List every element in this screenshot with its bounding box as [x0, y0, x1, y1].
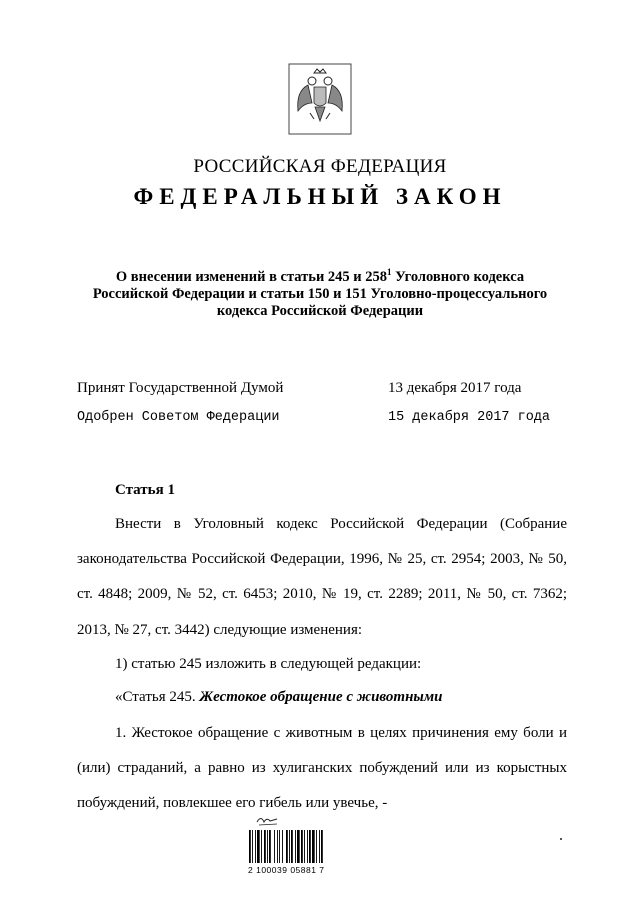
council-date: 15 декабря 2017 года	[388, 410, 551, 425]
barcode-bar	[261, 830, 262, 863]
article-1-intro: Внести в Уголовный кодекс Российской Федерации (Собрание законодательства Российской Федерации, 1996, № 25, ст. 2954; 2003, № 50, ст. 4848; 2009, № 52, ст. 6453; 2010, № 19, ст. 2289; 2011, № 50, ст. 7362; 2013, № 27, ст. 3442) следующие изменения:	[77, 516, 567, 638]
barcode-bar	[282, 830, 283, 863]
barcode-bar	[309, 830, 311, 863]
barcode-bar	[269, 830, 271, 863]
barcode-bar	[252, 830, 253, 863]
item-1: 1) статью 245 изложить в следующей редакции:	[115, 656, 422, 672]
barcode-icon	[248, 830, 348, 863]
country-name: РОССИЙСКАЯ ФЕДЕРАЦИЯ	[193, 156, 447, 177]
barcode-bar	[295, 830, 296, 863]
law-title-line-2: Российской Федерации и статьи 150 и 151 Уголовно-процессуального	[92, 285, 548, 302]
article-245-heading: «Статья 245. Жестокое обращение с животными	[115, 689, 443, 705]
barcode-bar	[267, 830, 268, 863]
law-title-line-1: О внесении изменений в статьи 245 и $258^1$ Уголовного кодекса	[115, 267, 525, 285]
barcode-bar	[274, 830, 275, 863]
barcode-bar	[312, 830, 315, 863]
council-label: Одобрен Советом Федерации	[77, 410, 280, 425]
barcode-bar	[277, 830, 278, 863]
document-type: ФЕДЕРАЛЬНЫЙ ЗАКОН	[133, 184, 507, 209]
duma-date: 13 декабря 2017 года	[388, 380, 522, 396]
law-title	[60, 264, 580, 320]
barcode-bar	[301, 830, 303, 863]
law-title-line-3: кодекса Российской Федерации	[216, 302, 424, 319]
article-1-heading: Статья 1	[115, 482, 175, 498]
barcode-bar	[257, 830, 260, 863]
barcode-bar	[319, 830, 320, 863]
barcode-bar	[291, 830, 293, 863]
barcode-bar	[307, 830, 308, 863]
barcode-bar	[289, 830, 290, 863]
barcode-bar	[286, 830, 288, 863]
barcode-bar	[297, 830, 300, 863]
barcode-bar	[264, 830, 266, 863]
signature-mark	[255, 813, 281, 827]
barcode-bar	[249, 830, 251, 863]
barcode-bar	[321, 830, 323, 863]
barcode-number: 2 100039 05881 7	[248, 865, 325, 875]
scan-speck	[560, 838, 562, 840]
barcode-bar	[304, 830, 305, 863]
duma-label: Принят Государственной Думой	[77, 380, 284, 396]
barcode	[248, 830, 348, 875]
article-245-paragraph-1: 1. Жестокое обращение с животным в целях причинения ему боли и (или) страданий, а равно из хулиганских побуждений или из корыстных побуждений, повлекшее его гибель или увечье, -	[77, 725, 567, 812]
barcode-bar	[316, 830, 317, 863]
barcode-bar	[255, 830, 256, 863]
barcode-bar	[279, 830, 280, 863]
russian-coat-of-arms-icon	[288, 63, 352, 135]
